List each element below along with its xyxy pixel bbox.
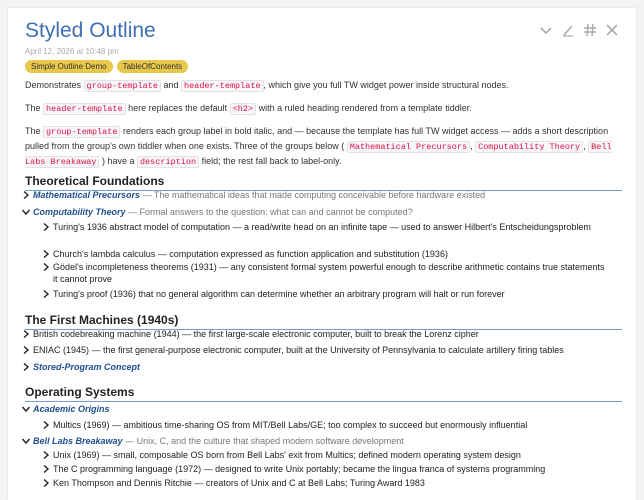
chevron-down-icon[interactable] [21, 404, 31, 414]
tiddler-controls [538, 22, 620, 38]
intro-text: here replaces the default [128, 103, 228, 113]
intro-text: with a ruled heading rendered from a template tiddler. [258, 103, 472, 113]
code-snippet: group-template [43, 126, 120, 138]
outline-item-row [53, 288, 610, 300]
chevron-down-icon[interactable] [538, 22, 554, 38]
intro-text: , [583, 141, 586, 151]
outline-group-row [33, 361, 610, 373]
outline-item-row [53, 419, 610, 431]
chevron-right-icon[interactable] [41, 478, 51, 488]
code-snippet: Mathematical Precursors [347, 141, 470, 153]
outline-item-row [53, 463, 610, 475]
intro-text: renders each group label in bold italic, and — because the template has full TW widget access — adds a short description pulled from the group's own tiddler when one exists. Three of the groups below ( [25, 126, 609, 151]
group-label[interactable]: Bell Labs Breakaway [33, 436, 123, 446]
chevron-right-icon[interactable] [41, 262, 51, 272]
close-icon[interactable] [604, 22, 620, 38]
chevron-right-icon[interactable] [21, 190, 31, 200]
chevron-right-icon[interactable] [41, 222, 51, 232]
tiddler-title: Styled Outline [25, 19, 156, 42]
code-snippet: header-template [43, 103, 126, 115]
code-snippet: <h2> [230, 103, 256, 115]
intro-paragraph-1 [25, 78, 625, 93]
outline-item-row [53, 261, 610, 285]
code-snippet: group-template [84, 80, 161, 92]
intro-paragraph-2 [25, 101, 625, 116]
code-snippet: header-template [181, 80, 264, 92]
outline-item-text: Unix (1969) — small, composable OS born from Bell Labs' exit from Multics; defined modern operating system design [53, 450, 521, 460]
intro-text: , which give you full TW widget power inside structural nodes. [263, 80, 509, 90]
outline-item-row [53, 477, 610, 489]
outline-item-row [33, 344, 610, 356]
tiddler-frame [8, 8, 636, 500]
chevron-right-icon[interactable] [41, 289, 51, 299]
intro-text: The [25, 126, 41, 136]
code-snippet: Computability Theory [475, 141, 583, 153]
tag-tableofcontents[interactable]: TableOfContents [117, 60, 189, 73]
tag-simple-outline-demo[interactable]: Simple Outline Demo [25, 60, 113, 73]
chevron-right-icon[interactable] [21, 362, 31, 372]
intro-text: The [25, 103, 41, 113]
intro-paragraph-3 [25, 124, 625, 169]
intro-text: and [163, 80, 179, 90]
tiddler-body [25, 78, 625, 177]
chevron-right-icon[interactable] [41, 249, 51, 259]
tiddler-subtitle: April 12, 2026 at 10:48 pm [25, 47, 119, 56]
outline-section [25, 385, 622, 402]
chevron-down-icon[interactable] [21, 207, 31, 217]
edit-icon[interactable] [560, 22, 576, 38]
outline-item-row [53, 221, 610, 233]
outline-item-text: ENIAC (1945) — the first general-purpose electronic computer, built at the University of Pennsylvania to calculate artillery firing tables [33, 345, 564, 355]
group-label[interactable]: Mathematical Precursors [33, 190, 141, 200]
outline-item-text: The C programming language (1972) — designed to write Unix portably; became the lingua franca of systems programming [53, 464, 546, 474]
chevron-right-icon[interactable] [21, 345, 31, 355]
outline-item-text: Turing's 1936 abstract model of computation — a read/write head on an infinite tape — used to answer Hilbert's Entscheidungsproblem [53, 222, 591, 232]
outline-item-text: Ken Thompson and Dennis Ritchie — creators of Unix and C at Bell Labs; Turing Award 1983 [53, 478, 425, 488]
chevron-right-icon[interactable] [41, 450, 51, 460]
outline-item-row [53, 248, 610, 260]
outline-item-text: British codebreaking machine (1944) — the first large-scale electronic computer, built to break the Lorenz cipher [33, 329, 479, 339]
chevron-down-icon[interactable] [21, 436, 31, 446]
group-description: — Unix, C, and the culture that shaped modern software development [125, 436, 404, 446]
group-description: — Formal answers to the question: what can and cannot be computed? [128, 207, 413, 217]
outline-group-row [33, 189, 610, 201]
code-snippet: Bell Labs Breakaway [25, 142, 612, 167]
hash-icon[interactable] [582, 22, 598, 38]
intro-text: Demonstrates [25, 80, 82, 90]
group-label[interactable]: Computability Theory [33, 207, 126, 217]
section-heading: The First Machines (1940s) [25, 313, 622, 330]
tag-list [25, 60, 188, 73]
group-description: — The mathematical ideas that made computing conceivable before hardware existed [142, 190, 486, 200]
outline-item-text: Turing's proof (1936) that no general algorithm can determine whether an arbitrary program will halt or run forever [53, 289, 505, 299]
outline-item-text: Church's lambda calculus — computation expressed as function application and substitution (1936) [53, 249, 448, 259]
outline-item-text: Gödel's incompleteness theorems (1931) — any consistent formal system powerful enough to describe arithmetic contains true statements it cannot prove [53, 262, 605, 284]
chevron-right-icon[interactable] [41, 420, 51, 430]
outline-item-text: Multics (1969) — ambitious time-sharing OS from MIT/Bell Labs/GE; too complex to succeed but enormously influential [53, 420, 528, 430]
code-snippet: description [137, 156, 199, 168]
intro-text: ) have a [101, 156, 135, 166]
section-heading: Operating Systems [25, 385, 622, 402]
intro-text: field; the rest fall back to label-only. [201, 156, 342, 166]
group-label[interactable]: Stored-Program Concept [33, 362, 141, 372]
chevron-right-icon[interactable] [21, 329, 31, 339]
section-heading: Theoretical Foundations [25, 174, 622, 191]
chevron-right-icon[interactable] [41, 464, 51, 474]
outline-group-row [33, 435, 610, 447]
outline-item-row [33, 328, 610, 340]
group-label[interactable]: Academic Origins [33, 404, 110, 414]
outline-item-row [53, 449, 610, 461]
intro-text: , [470, 141, 473, 151]
outline-group-row [33, 403, 610, 415]
outline-group-row [33, 206, 610, 218]
